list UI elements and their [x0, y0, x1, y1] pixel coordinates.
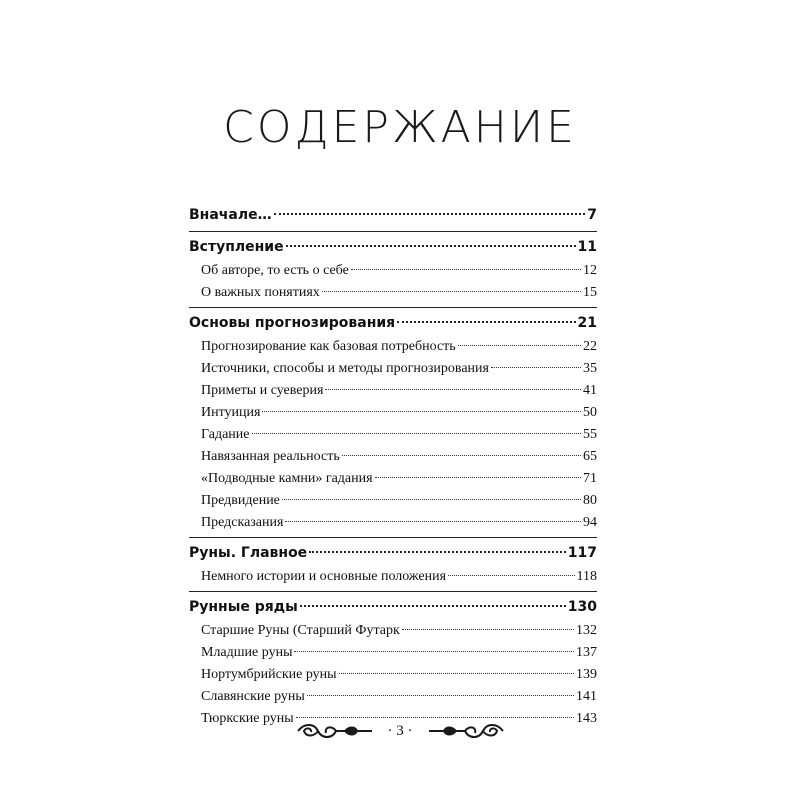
entry-page-number: 55: [583, 427, 597, 442]
toc-subentry: [189, 358, 597, 380]
toc-section: [189, 231, 597, 307]
entry-page-number: 139: [576, 667, 597, 682]
toc-chapter-entry: [189, 594, 597, 620]
dot-leader: [322, 291, 581, 292]
toc-subentry: [189, 620, 597, 642]
entry-page-number: 65: [583, 449, 597, 464]
entry-page-number: 12: [583, 263, 597, 278]
entry-page-number: 130: [567, 599, 597, 615]
entry-title: Об авторе, то есть о себе: [201, 263, 349, 278]
toc-subentry: [189, 490, 597, 512]
dot-leader: [252, 433, 582, 434]
toc-section: [189, 307, 597, 537]
toc-subentry: [189, 664, 597, 686]
entry-title: Руны. Главное: [189, 545, 308, 561]
toc-subentry: [189, 468, 597, 490]
entry-title: Основы прогнозирования: [189, 315, 396, 331]
entry-title: Рунные ряды: [189, 599, 298, 615]
dot-leader: [309, 551, 566, 553]
entry-title: Гадание: [201, 427, 250, 442]
toc-subentry: [189, 424, 597, 446]
entry-page-number: 21: [577, 315, 597, 331]
page-footer: [0, 716, 800, 746]
entry-title: «Подводные камни» гадания: [201, 471, 373, 486]
dot-leader: [339, 673, 574, 674]
entry-page-number: 71: [583, 471, 597, 486]
right-flourish-ornament-icon: [427, 719, 507, 743]
entry-title: О важных понятиях: [201, 285, 320, 300]
dot-leader: [282, 499, 581, 500]
entry-title: Предсказания: [201, 515, 284, 530]
toc-section: [189, 200, 597, 231]
dot-leader: [375, 477, 581, 478]
dot-leader: [402, 629, 574, 630]
entry-page-number: 141: [576, 689, 597, 704]
dot-leader: [307, 695, 574, 696]
dot-leader: [294, 651, 574, 652]
entry-page-number: 94: [583, 515, 597, 530]
entry-page-number: 137: [576, 645, 597, 660]
entry-page-number: 80: [583, 493, 597, 508]
toc-section: [189, 591, 597, 733]
entry-title: Интуиция: [201, 405, 261, 420]
entry-title: Приметы и суеверия: [201, 383, 324, 398]
entry-title: Тюркские руны: [201, 711, 294, 726]
table-of-contents: [189, 200, 597, 733]
entry-page-number: 117: [567, 545, 597, 561]
entry-title: Прогнозирование как базовая потребность: [201, 339, 456, 354]
dot-leader: [325, 389, 581, 390]
dot-leader: [342, 455, 581, 456]
entry-page-number: 15: [583, 285, 597, 300]
dot-leader: [285, 521, 581, 522]
toc-chapter-entry: [189, 202, 597, 228]
toc-chapter-entry: [189, 234, 597, 260]
toc-subentry: [189, 336, 597, 358]
dot-leader: [458, 345, 581, 346]
dot-leader: [448, 575, 574, 576]
toc-section: [189, 537, 597, 591]
entry-page-number: 41: [583, 383, 597, 398]
entry-page-number: 132: [576, 623, 597, 638]
toc-subentry: [189, 446, 597, 468]
toc-subentry: [189, 686, 597, 708]
toc-chapter-entry: [189, 310, 597, 336]
dot-leader: [300, 605, 566, 607]
dot-leader: [397, 321, 575, 323]
entry-title: Славянские руны: [201, 689, 305, 704]
dot-leader: [351, 269, 581, 270]
entry-page-number: 50: [583, 405, 597, 420]
toc-subentry: [189, 512, 597, 534]
entry-title: Предвидение: [201, 493, 280, 508]
entry-title: Вступление: [189, 239, 284, 255]
entry-title: Младшие руны: [201, 645, 293, 660]
toc-subentry: [189, 566, 597, 588]
toc-subentry: [189, 402, 597, 424]
entry-page-number: 7: [587, 207, 597, 223]
toc-subentry: [189, 260, 597, 282]
entry-title: Немного истории и основные положения: [201, 569, 447, 584]
entry-title: Навязанная реальность: [201, 449, 340, 464]
toc-subentry: [189, 642, 597, 664]
entry-page-number: 118: [576, 569, 597, 584]
entry-title: Старшие Руны (Старший Футарк: [201, 623, 400, 638]
entry-page-number: 11: [577, 239, 597, 255]
entry-page-number: 143: [576, 711, 597, 726]
toc-chapter-entry: [189, 540, 597, 566]
dot-leader: [491, 367, 581, 368]
dot-leader: [274, 213, 586, 215]
dot-leader: [262, 411, 581, 412]
entry-page-number: 22: [583, 339, 597, 354]
toc-subentry: [189, 380, 597, 402]
page-number: · 3 ·: [387, 722, 413, 739]
entry-title: Источники, способы и методы прогнозирования: [201, 361, 489, 376]
page-title: СОДЕРЖАНИЕ: [223, 102, 577, 153]
dot-leader: [286, 245, 576, 247]
entry-title: Нортумбрийские руны: [201, 667, 337, 682]
entry-title: Вначале…: [189, 207, 272, 223]
toc-subentry: [189, 282, 597, 304]
left-flourish-ornament-icon: [294, 719, 374, 743]
entry-page-number: 35: [583, 361, 597, 376]
